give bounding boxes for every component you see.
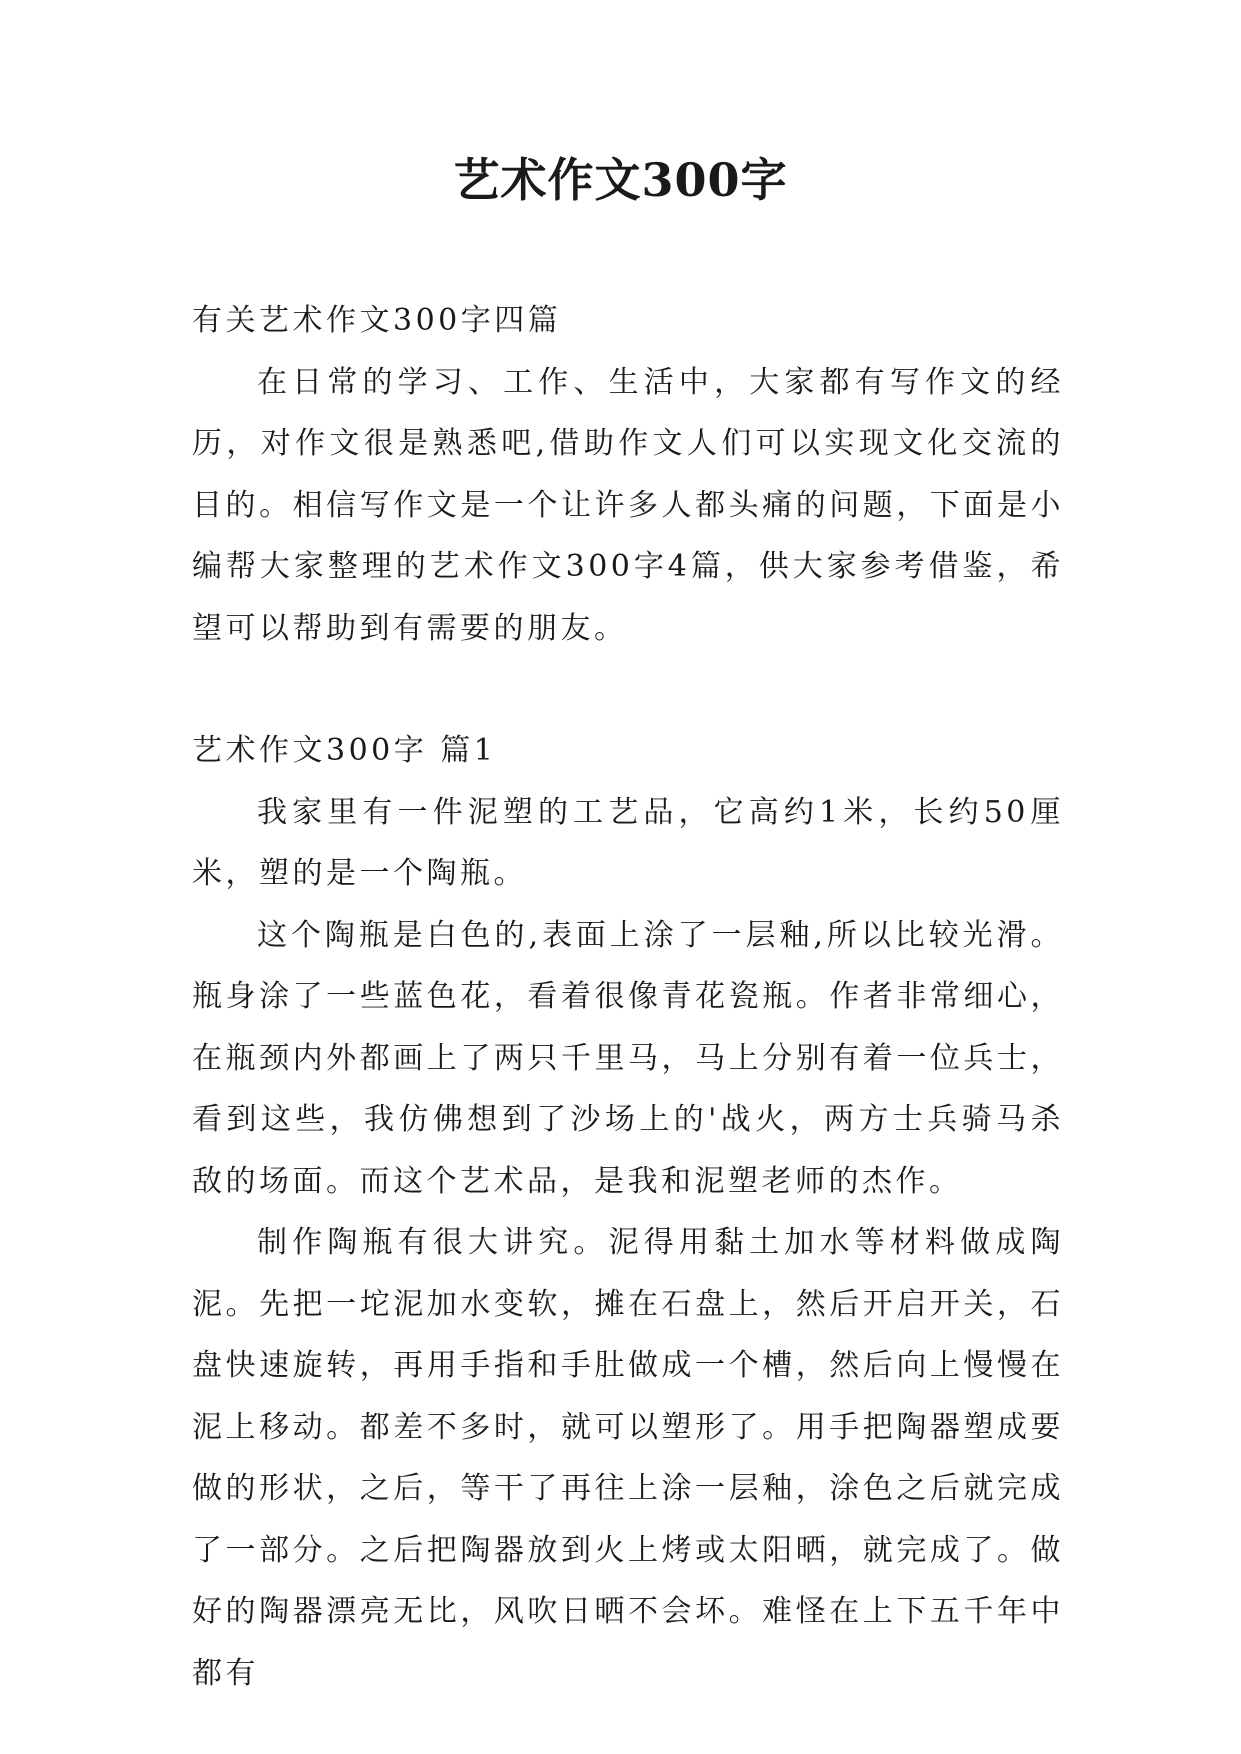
section-paragraph: 我家里有一件泥塑的工艺品，它高约1米，长约50厘米，塑的是一个陶瓶。 bbox=[192, 794, 1064, 891]
document-title: 艺术作文300字 bbox=[453, 153, 788, 207]
section-heading: 艺术作文300字 篇1 bbox=[192, 733, 497, 768]
section-paragraph: 这个陶瓶是白色的,表面上涂了一层釉,所以比较光滑。瓶身涂了一些蓝色花，看着很像青花瓷瓶。作者非常细心，在瓶颈内外都画上了两只千里马，马上分别有着一位兵士，看到这些，我仿佛想到了沙场上的'战火，两方士兵骑马杀敌的场面。而这个艺术品，是我和泥塑老师的杰作。 bbox=[192, 917, 1064, 1199]
intro-heading: 有关艺术作文300字四篇 bbox=[192, 303, 562, 338]
section-paragraph: 制作陶瓶有很大讲究。泥得用黏土加水等材料做成陶泥。先把一坨泥加水变软，摊在石盘上，然后开启开关，石盘快速旋转，再用手指和手肚做成一个槽，然后向上慢慢在泥上移动。都差不多时，就可以塑形了。用手把陶器塑成要做的形状，之后，等干了再往上涂一层釉，涂色之后就完成了一部分。之后把陶器放到火上烤或太阳晒，就完成了。做好的陶器漂亮无比，风吹日晒不会坏。难怪在上下五千年中都有 bbox=[192, 1225, 1064, 1691]
section-spacer bbox=[192, 659, 1064, 720]
document-body bbox=[192, 290, 1064, 1704]
intro-paragraph: 在日常的学习、工作、生活中，大家都有写作文的经历，对作文很是熟悉吧,借助作文人们可以实现文化交流的目的。相信写作文是一个让许多人都头痛的问题，下面是小编帮大家整理的艺术作文300字4篇，供大家参考借鉴，希望可以帮助到有需要的朋友。 bbox=[192, 364, 1064, 646]
